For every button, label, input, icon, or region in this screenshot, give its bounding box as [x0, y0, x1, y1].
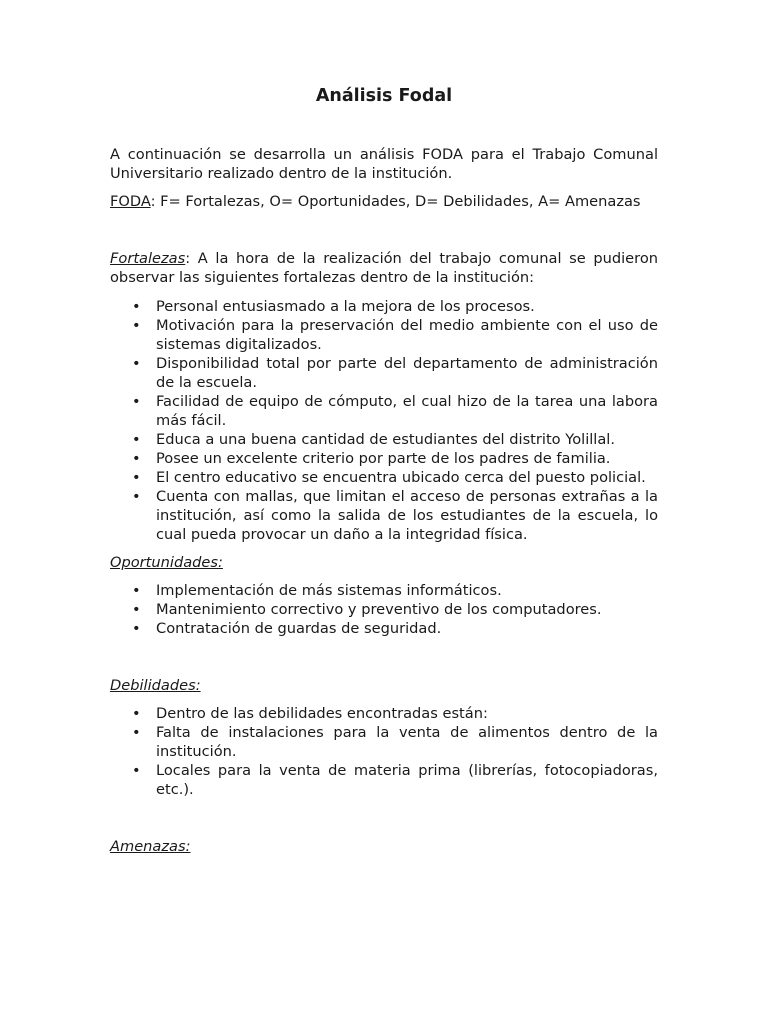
fortalezas-text: : A la hora de la realización del trabajo comunal se pudieron observar las siguientes fortalezas dentro de la institución:: [110, 250, 658, 286]
debilidades-heading: [110, 676, 658, 695]
document-title: Análisis Fodal: [315, 86, 453, 106]
list-item: • Facilidad de equipo de cómputo, el cual hizo de la tarea una labora más fácil.: [132, 393, 658, 429]
oportunidades-heading: [110, 553, 658, 572]
debilidades-list: [110, 704, 658, 799]
bullet-icon: •: [132, 582, 141, 599]
bullet-icon: •: [132, 450, 141, 467]
bullet-icon: •: [132, 601, 141, 618]
bullet-icon: •: [132, 705, 141, 722]
oportunidades-list: [110, 581, 658, 638]
bullet-icon: •: [132, 469, 141, 486]
amenazas-heading: [110, 837, 658, 856]
fortalezas-list: [110, 297, 658, 544]
bullet-icon: •: [132, 393, 141, 410]
bullet-icon: •: [132, 317, 141, 334]
bullet-icon: •: [132, 298, 141, 315]
list-item: • Dentro de las debilidades encontradas están:: [132, 705, 488, 722]
foda-text: : F= Fortalezas, O= Oportunidades, D= Debilidades, A= Amenazas: [150, 193, 641, 210]
intro-paragraph: A continuación se desarrolla un análisis FODA para el Trabajo Comunal Universitario realizado dentro de la institución.: [110, 146, 658, 182]
bullet-icon: •: [132, 488, 141, 505]
list-item: • Personal entusiasmado a la mejora de los procesos.: [132, 298, 535, 315]
foda-definition: [110, 192, 658, 211]
list-item: • Motivación para la preservación del medio ambiente con el uso de sistemas digitalizados.: [132, 317, 658, 353]
amenazas-label: Amenazas:: [110, 838, 191, 855]
debilidades-label: Debilidades:: [110, 677, 201, 694]
list-item: • Posee un excelente criterio por parte de los padres de familia.: [132, 450, 611, 467]
list-item: • Cuenta con mallas, que limitan el acceso de personas extrañas a la institución, así como la salida de los estudiantes de la escuela, lo cual pueda provocar un daño a la integridad física.: [132, 488, 658, 543]
bullet-icon: •: [132, 724, 141, 741]
bullet-icon: •: [132, 762, 141, 779]
fortalezas-paragraph: [110, 249, 658, 287]
list-item: • Falta de instalaciones para la venta de alimentos dentro de la institución.: [132, 724, 658, 760]
list-item: • Mantenimiento correctivo y preventivo de los computadores.: [132, 601, 602, 618]
list-item: • Contratación de guardas de seguridad.: [132, 620, 442, 637]
document-page: [110, 84, 658, 856]
bullet-icon: •: [132, 355, 141, 372]
list-item: • Implementación de más sistemas informáticos.: [132, 582, 502, 599]
list-item: • Educa a una buena cantidad de estudiantes del distrito Yolillal.: [132, 431, 615, 448]
bullet-icon: •: [132, 620, 141, 637]
bullet-icon: •: [132, 431, 141, 448]
list-item: • Disponibilidad total por parte del departamento de administración de la escuela.: [132, 355, 658, 391]
oportunidades-label: Oportunidades:: [110, 554, 223, 571]
list-item: • El centro educativo se encuentra ubicado cerca del puesto policial.: [132, 469, 646, 486]
list-item: • Locales para la venta de materia prima (librerías, fotocopiadoras, etc.).: [132, 762, 658, 798]
foda-label: FODA: [110, 193, 151, 210]
fortalezas-label: Fortalezas: [110, 250, 186, 267]
